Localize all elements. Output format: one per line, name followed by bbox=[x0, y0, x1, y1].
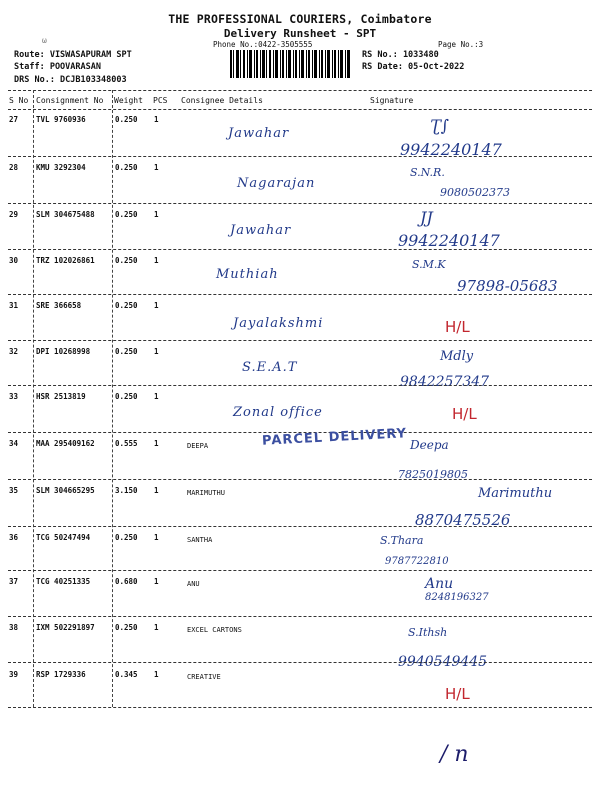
row-pcs: 1 bbox=[154, 577, 159, 586]
runsheet-title: Delivery Runsheet - SPT bbox=[223, 27, 377, 40]
row-sno: 37 bbox=[9, 577, 19, 586]
row-signature: 8248196327 bbox=[425, 592, 489, 603]
row-handwritten-name: S.E.A.T bbox=[242, 360, 298, 375]
row-sno: 36 bbox=[9, 533, 19, 542]
row-sno: 35 bbox=[9, 486, 19, 495]
signature-mark-29: JJ bbox=[420, 208, 433, 227]
row-separator bbox=[8, 294, 592, 295]
row-signature: 9080502373 bbox=[440, 186, 510, 199]
row-separator bbox=[8, 479, 592, 480]
row-sno: 34 bbox=[9, 439, 19, 448]
row-sno: 33 bbox=[9, 392, 19, 401]
staff: Staff: POOVARASAN bbox=[14, 62, 101, 72]
row-separator bbox=[8, 385, 592, 386]
route: Route: VISWASAPURAM SPT bbox=[14, 50, 132, 60]
row-consignee: SANTHA bbox=[187, 536, 213, 544]
row-separator bbox=[8, 570, 592, 571]
row-sno: 30 bbox=[9, 256, 19, 265]
row-consignment-no: MAA 295409162 bbox=[36, 439, 95, 448]
row-pcs: 1 bbox=[154, 210, 159, 219]
row-signature: H/L bbox=[445, 685, 470, 703]
rs-date: RS Date: 05-Oct-2022 bbox=[362, 62, 465, 72]
row-consignment-no: RSP 1729336 bbox=[36, 670, 86, 679]
row-pcs: 1 bbox=[154, 533, 159, 542]
row-consignment-no: DPI 10268998 bbox=[36, 347, 91, 356]
row-sno: 31 bbox=[9, 301, 19, 310]
row-separator bbox=[8, 707, 592, 708]
row-consignee: CREATIVE bbox=[187, 673, 221, 681]
corner-mark: ω bbox=[42, 36, 47, 45]
row-signature: 9942240147 bbox=[400, 140, 502, 159]
header-rule-bottom bbox=[8, 109, 592, 110]
row-consignment-no: SRE 366658 bbox=[36, 301, 82, 310]
row-weight: 0.250 bbox=[115, 301, 138, 310]
row-consignee: MARIMUTHU bbox=[187, 489, 225, 497]
row-pcs: 1 bbox=[154, 347, 159, 356]
row-handwritten-name: Nagarajan bbox=[237, 176, 316, 191]
row-consignee: DEEPA bbox=[187, 442, 209, 450]
row-handwritten-name: Zonal office bbox=[233, 405, 323, 420]
phone-number: Phone No.:0422-3505555 bbox=[213, 40, 313, 49]
row-sno: 32 bbox=[9, 347, 19, 356]
row-signature: 9787722810 bbox=[385, 556, 449, 567]
signature-mark-30: S.M.K bbox=[412, 258, 446, 271]
row-weight: 0.250 bbox=[115, 392, 138, 401]
row-separator bbox=[8, 156, 592, 157]
row-pcs: 1 bbox=[154, 115, 159, 124]
row-signature: 7825019805 bbox=[398, 468, 468, 481]
row-handwritten-name: Jayalakshmi bbox=[233, 316, 324, 331]
row-pcs: 1 bbox=[154, 486, 159, 495]
signature-mark-28: S.N.R. bbox=[410, 166, 445, 179]
parcel-delivery-stamp: PARCEL DELIVERY bbox=[261, 426, 408, 449]
row-separator bbox=[8, 203, 592, 204]
signature-mark-27: Ʈ∫ bbox=[430, 116, 450, 135]
row-pcs: 1 bbox=[154, 439, 159, 448]
rs-number: RS No.: 1033480 bbox=[362, 50, 439, 60]
row-consignment-no: SLM 304675488 bbox=[36, 210, 95, 219]
row-weight: 0.680 bbox=[115, 577, 138, 586]
col-sno: S No bbox=[9, 96, 29, 105]
row-weight: 0.250 bbox=[115, 623, 138, 632]
row-consignment-no: SLM 304665295 bbox=[36, 486, 95, 495]
row-signature: 97898-05683 bbox=[457, 277, 558, 295]
signature-mark-35: Marimuthu bbox=[478, 486, 553, 501]
row-signature: 9842257347 bbox=[400, 374, 490, 390]
row-consignee: EXCEL CARTONS bbox=[187, 626, 242, 634]
row-weight: 0.555 bbox=[115, 439, 138, 448]
row-consignment-no: TVL 9760936 bbox=[36, 115, 86, 124]
row-pcs: 1 bbox=[154, 163, 159, 172]
row-weight: 0.250 bbox=[115, 347, 138, 356]
row-signature: 9940549445 bbox=[398, 654, 488, 670]
row-weight: 0.250 bbox=[115, 163, 138, 172]
row-consignment-no: TCG 50247494 bbox=[36, 533, 91, 542]
col-sep-2 bbox=[112, 90, 113, 707]
signature-mark-34: Deepa bbox=[410, 438, 449, 452]
row-weight: 3.150 bbox=[115, 486, 138, 495]
row-signature: H/L bbox=[452, 405, 477, 423]
row-pcs: 1 bbox=[154, 301, 159, 310]
barcode-image bbox=[230, 50, 350, 78]
row-sno: 38 bbox=[9, 623, 19, 632]
row-sno: 29 bbox=[9, 210, 19, 219]
row-weight: 0.250 bbox=[115, 115, 138, 124]
col-sep-1 bbox=[33, 90, 34, 707]
signature-mark-38: S.Ithsh bbox=[408, 626, 448, 639]
footer-handwritten-mark: / n bbox=[440, 742, 469, 767]
signature-mark-36: S.Thara bbox=[380, 534, 424, 547]
row-signature: H/L bbox=[445, 318, 470, 336]
row-separator bbox=[8, 249, 592, 250]
row-consignment-no: IXM 502291897 bbox=[36, 623, 95, 632]
row-handwritten-name: Jawahar bbox=[228, 126, 290, 141]
drs-number: DRS No.: DCJB103348003 bbox=[14, 75, 127, 85]
row-weight: 0.250 bbox=[115, 533, 138, 542]
row-handwritten-name: Jawahar bbox=[230, 223, 292, 238]
row-separator bbox=[8, 616, 592, 617]
row-weight: 0.345 bbox=[115, 670, 138, 679]
row-pcs: 1 bbox=[154, 392, 159, 401]
row-separator bbox=[8, 526, 592, 527]
row-signature: 8870475526 bbox=[415, 511, 511, 529]
row-consignment-no: HSR 2513819 bbox=[36, 392, 86, 401]
row-consignment-no: KMU 3292304 bbox=[36, 163, 86, 172]
row-consignment-no: TCG 40251335 bbox=[36, 577, 91, 586]
row-sno: 39 bbox=[9, 670, 19, 679]
row-handwritten-name: Muthiah bbox=[216, 267, 279, 282]
row-pcs: 1 bbox=[154, 256, 159, 265]
row-pcs: 1 bbox=[154, 670, 159, 679]
row-weight: 0.250 bbox=[115, 256, 138, 265]
row-consignment-no: TRZ 102026861 bbox=[36, 256, 95, 265]
row-sno: 28 bbox=[9, 163, 19, 172]
row-sno: 27 bbox=[9, 115, 19, 124]
col-signature: Signature bbox=[370, 96, 414, 105]
col-consignee: Consignee Details bbox=[181, 96, 263, 105]
row-signature: 9942240147 bbox=[398, 231, 500, 250]
row-consignee: ANU bbox=[187, 580, 200, 588]
header-rule-top bbox=[8, 90, 592, 91]
row-weight: 0.250 bbox=[115, 210, 138, 219]
col-consignment: Consignment No bbox=[36, 96, 104, 105]
col-weight: Weight bbox=[114, 96, 143, 105]
page-number: Page No.:3 bbox=[438, 40, 484, 49]
row-pcs: 1 bbox=[154, 623, 159, 632]
col-pcs: PCS bbox=[153, 96, 168, 105]
signature-mark-32: Mdly bbox=[440, 349, 474, 364]
row-separator bbox=[8, 662, 592, 663]
signature-mark-37: Anu bbox=[425, 576, 454, 592]
company-title: THE PROFESSIONAL COURIERS, Coimbatore bbox=[168, 12, 432, 26]
row-separator bbox=[8, 340, 592, 341]
